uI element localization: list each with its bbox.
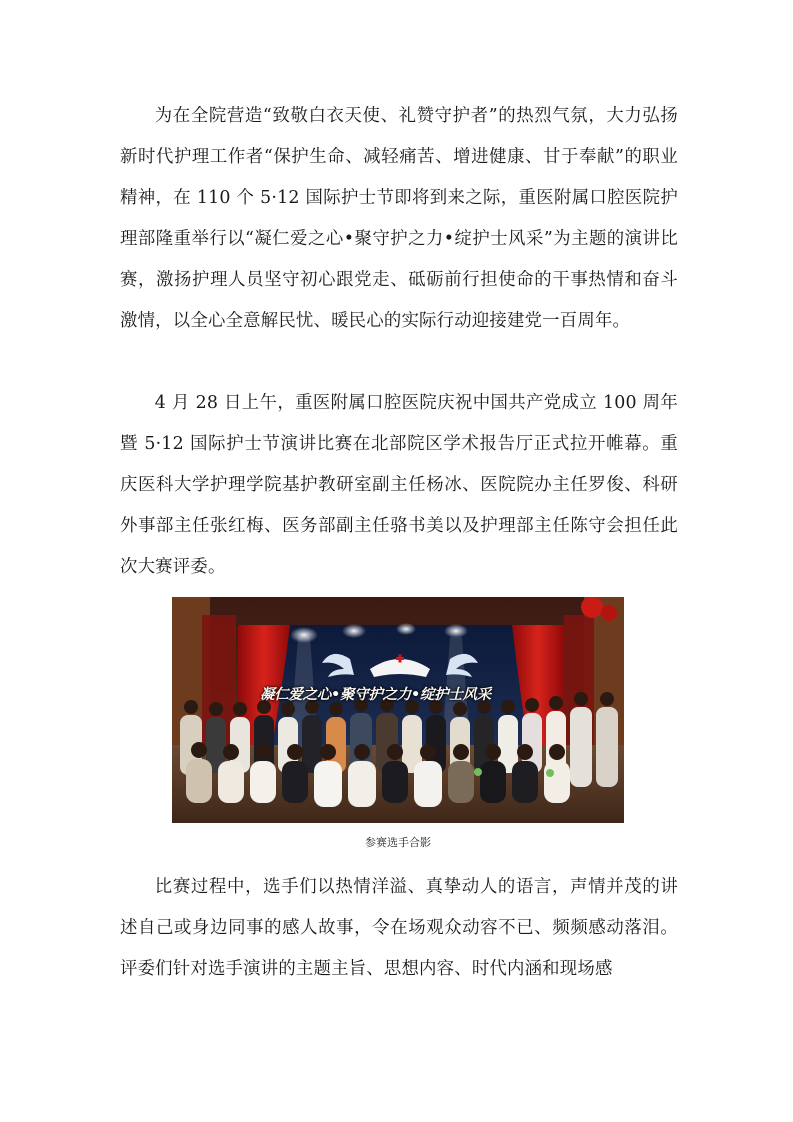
article-paragraph-1: 为在全院营造“致敬白衣天使、礼赞守护者”的热烈气氛，大力弘扬新时代护理工作者“保护生命、减轻痛苦、增进健康、甘于奉献”的职业精神，在 110 个 5·12 国际护士节即将到来之际，重医附属口腔医院护理部隆重举行以“凝仁爱之心•聚守护之力•绽护士风采”为主题的演讲比赛，激扬护理人员坚守初心跟党走、砥砺前行担使命的干事热情和奋斗激情，以全心全意解民忧、暖民心的实际行动迎接建党一百周年。 (120, 106, 678, 331)
photo-caption: 参赛选手合影 (365, 836, 431, 849)
stage-banner-text: 凝仁爱之心•聚守护之力•绽护士风采 (260, 687, 491, 703)
group-photo-illustration (172, 597, 624, 823)
group-photo (172, 597, 624, 823)
article-paragraph-3: 比赛过程中，选手们以热情洋溢、真挚动人的语言，声情并茂的讲述自己或身边同事的感人故事，令在场观众动容不已、频频感动落泪。评委们针对选手演讲的主题主旨、思想内容、时代内涵和现场感 (120, 877, 678, 979)
article-paragraph-2: 4 月 28 日上午，重医附属口腔医院庆祝中国共产党成立 100 周年暨 5·12 国际护士节演讲比赛在北部院区学术报告厅正式拉开帷幕。重庆医科大学护理学院基护教研室副主任杨冰、医院院办主任罗俊、科研外事部主任张红梅、医务部副主任骆书美以及护理部主任陈守会担任此次大赛评委。 (120, 393, 678, 577)
nurse-cap-wings-icon (322, 654, 478, 677)
